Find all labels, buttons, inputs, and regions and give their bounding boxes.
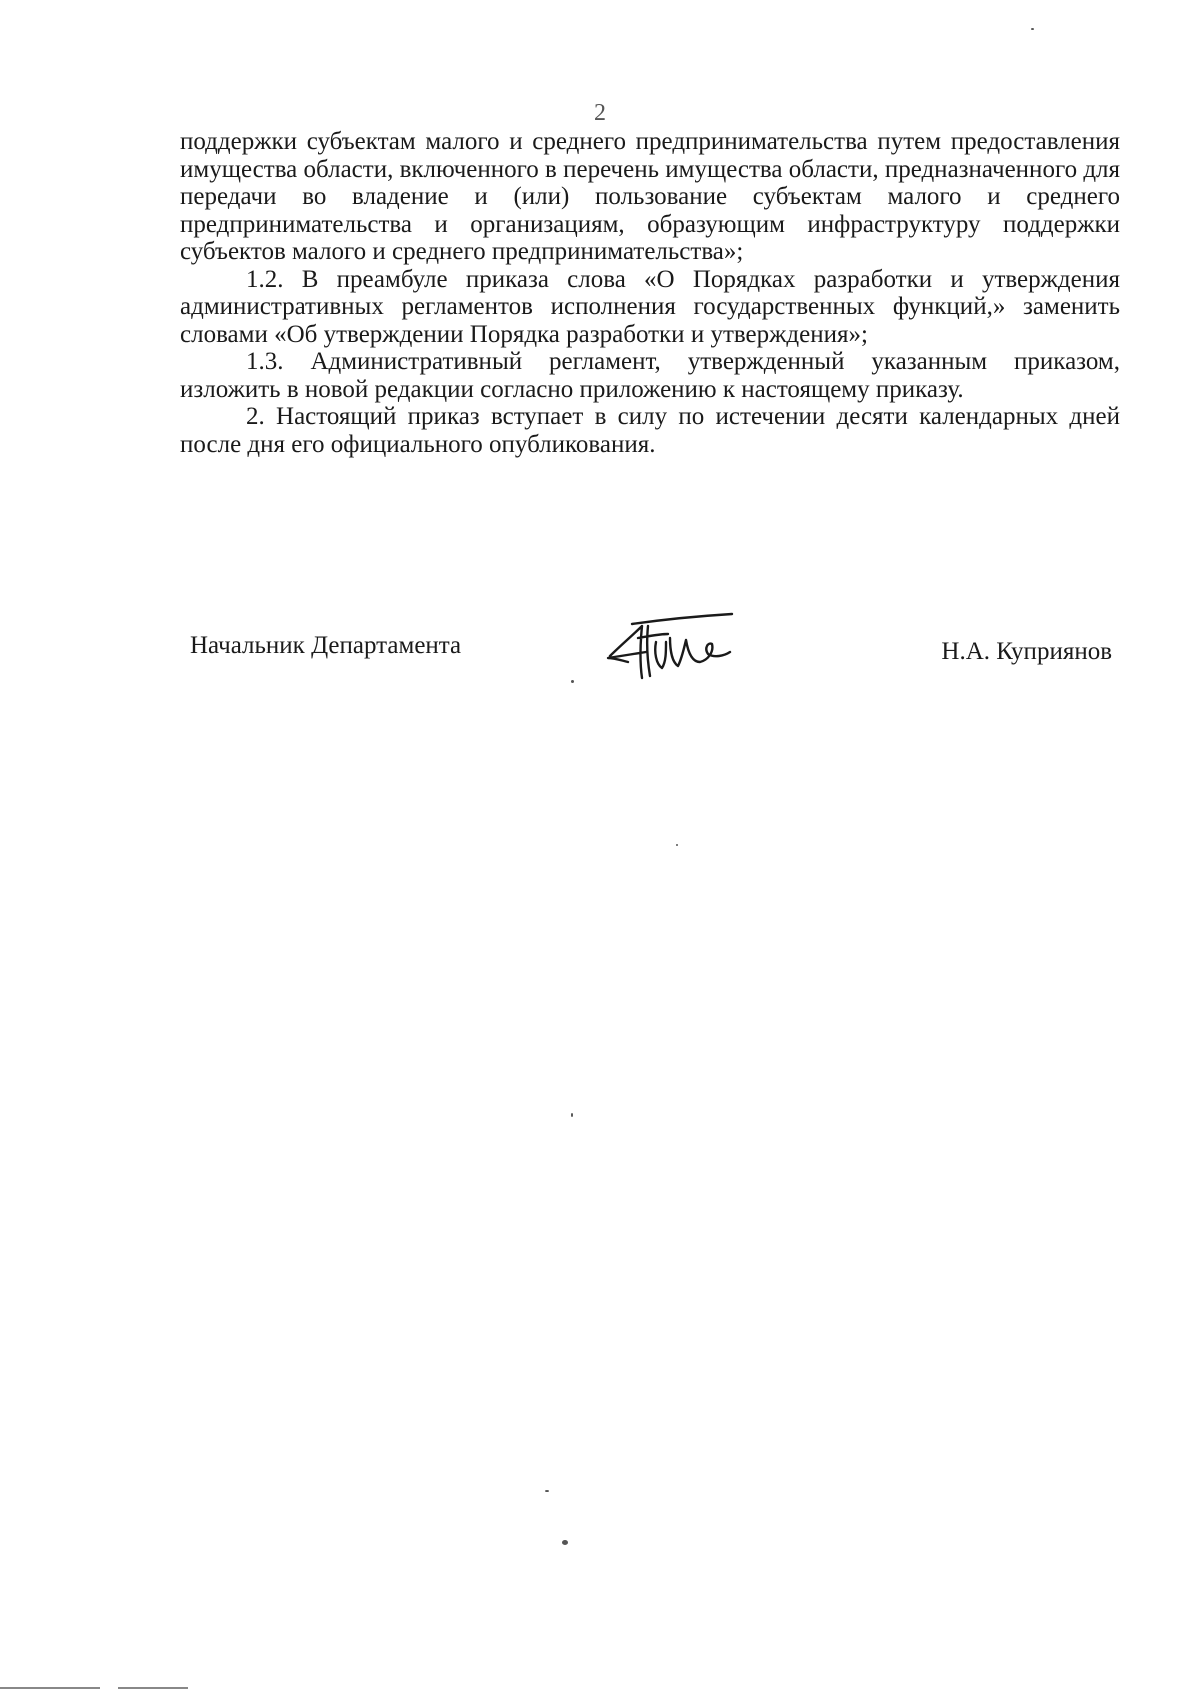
scan-speck: [676, 844, 678, 846]
signatory-position: Начальник Департамента: [190, 632, 462, 659]
paragraph-continuation: поддержки субъектам малого и среднего предпринимательства путем предоставления имущества области, включенного в перечень имущества области, предназначенного для передачи во владение и (или) пользование субъектам малого и среднего предпринимательства и организациям, образующим инфраструктуру поддержки субъектов малого и среднего предпринимательства»;: [180, 128, 1121, 265]
document-body: [180, 128, 1120, 458]
scan-speck: [571, 680, 574, 683]
scan-edge-line: [118, 1687, 188, 1689]
scan-speck: [562, 1540, 568, 1545]
signatory-name: Н.А. Куприянов: [941, 638, 1112, 665]
paragraph-1-2: 1.2. В преамбуле приказа слова «О Порядках разработки и утверждения административных регламентов исполнения государственных функций,» заменить словами «Об утверждении Порядка разработки и утверждения»;: [180, 265, 1120, 348]
scan-edge-line: [0, 1687, 100, 1689]
paragraph-2: 2. Настоящий приказ вступает в силу по истечении десяти календарных дней после дня его официального опубликования.: [180, 403, 1120, 458]
handwritten-signature: [600, 612, 750, 687]
scan-speck: [571, 1113, 573, 1117]
scan-speck: [1031, 28, 1034, 30]
page-number: 2: [594, 100, 606, 126]
scan-speck: [545, 1490, 549, 1492]
signature-block: [0, 612, 1200, 692]
paragraph-1-3: 1.3. Административный регламент, утвержденный указанным приказом, изложить в новой редакции согласно приложению к настоящему приказу.: [180, 348, 1120, 403]
